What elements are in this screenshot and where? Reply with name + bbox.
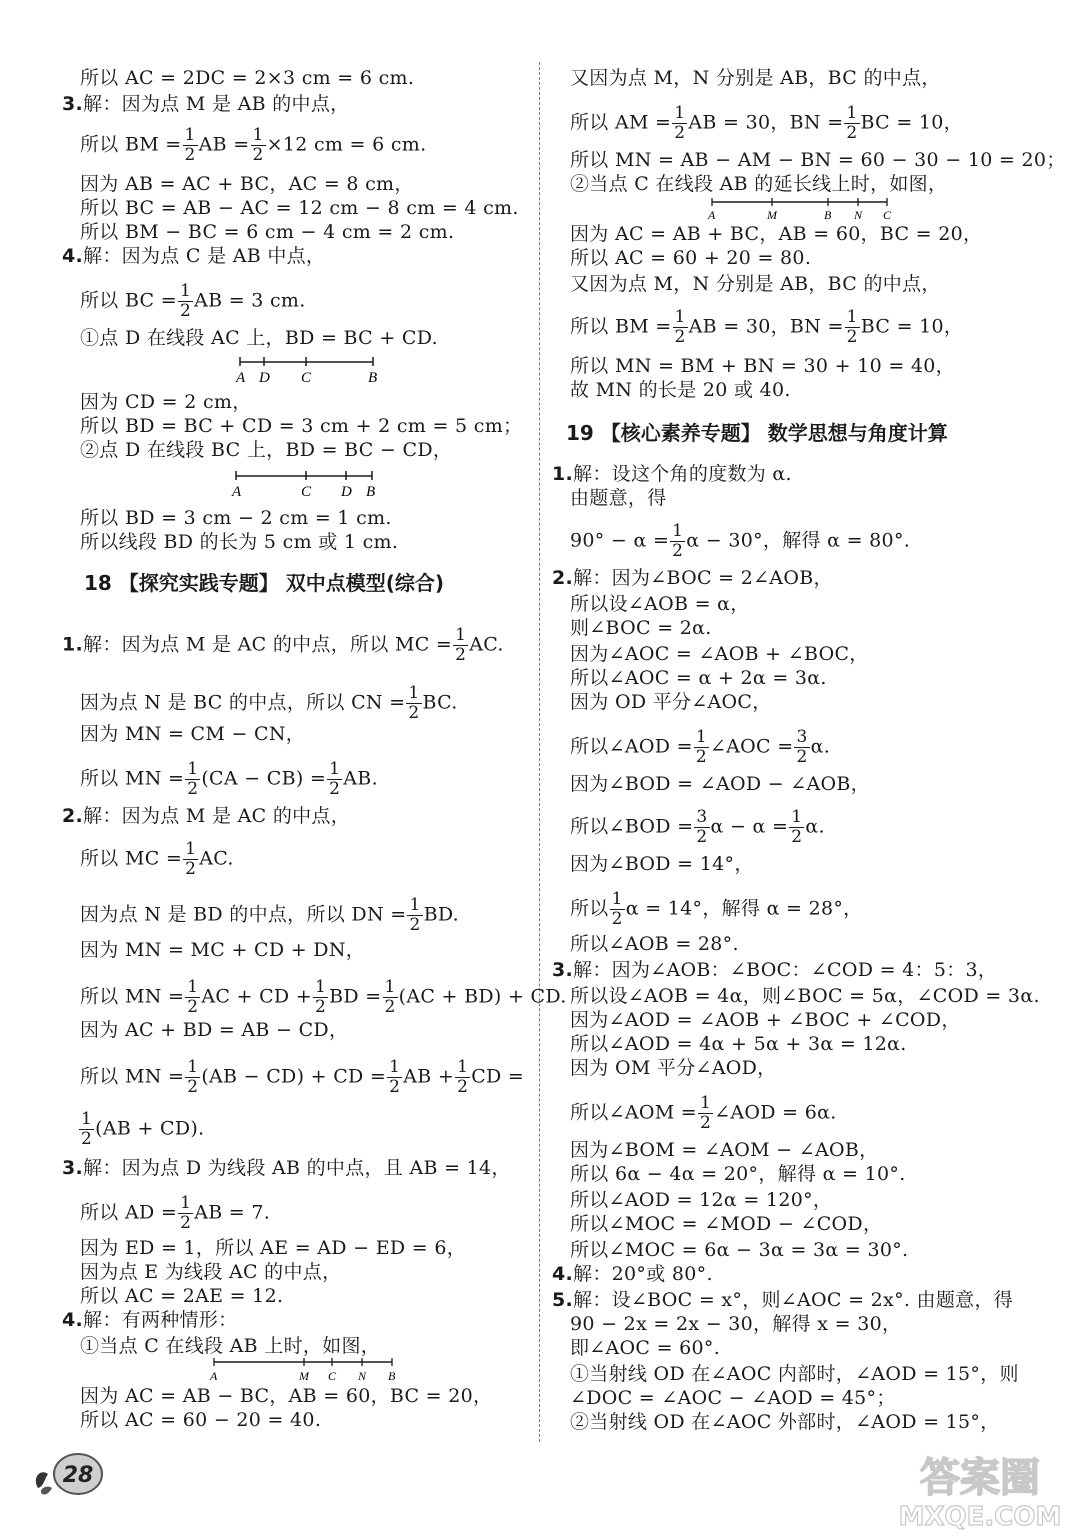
segment-diagram-1 [230, 354, 390, 386]
problem-number: 4. [552, 1263, 574, 1285]
segment-diagram-3 [206, 1356, 406, 1386]
formula-line [570, 728, 830, 767]
text-line: 所以 AC = 60 + 20 = 80. [570, 247, 812, 269]
fraction: $\frac{1}{2}$ [180, 1193, 192, 1233]
text-part: 所以 MC = [80, 847, 183, 870]
text-part: (AB + CD). [95, 1117, 205, 1140]
fraction: $\frac{1}{2}$ [457, 1057, 469, 1097]
text-line: 因为 AC = AB − BC，AB = 60，BC = 20， [80, 1385, 493, 1407]
problem-number: 3. [62, 93, 84, 115]
fraction: $\frac{1}{2}$ [409, 895, 421, 935]
text-line: 所以线段 BD 的长为 5 cm 或 1 cm. [80, 531, 399, 553]
point-label-M: M [299, 1369, 309, 1383]
text-part: ×12 cm = 6 cm. [266, 133, 427, 156]
text-line: 因为 MN = CM − CN， [80, 723, 306, 745]
text-line: ①当射线 OD 在∠AOC 内部时，∠AOD = 15°，则 [570, 1363, 1019, 1385]
page-number-badge [30, 1448, 110, 1500]
point-label-B: B [366, 484, 376, 500]
text-part: α. [810, 735, 831, 758]
text-part: AC + CD + [201, 985, 313, 1008]
text-line: ∠DOC = ∠AOC − ∠AOD = 45°； [570, 1387, 896, 1409]
fraction: $\frac{1}{2}$ [611, 889, 623, 929]
fraction: $\frac{1}{2}$ [674, 307, 686, 347]
problem-number: 5. [552, 1289, 574, 1311]
problem-number: 4. [62, 245, 84, 267]
text-part: AC. [469, 633, 504, 656]
text-part: BC. [422, 691, 458, 714]
fraction: $\frac{1}{2}$ [179, 281, 192, 321]
text-line: 因为点 E 为线段 AC 的中点， [80, 1261, 342, 1283]
text-part: BD = [329, 985, 382, 1008]
text-part: 所以 BC = [80, 289, 177, 312]
segment-diagram-4 [704, 196, 904, 224]
fraction: $\frac{1}{2}$ [185, 839, 197, 879]
text-part: 所以 [570, 897, 609, 920]
formula-line [80, 282, 306, 321]
text-line: 所以 BD = 3 cm − 2 cm = 1 cm. [80, 507, 392, 529]
text-part: AB = [198, 133, 250, 156]
text-line: ①当点 C 在线段 AB 上时，如图， [80, 1335, 381, 1357]
point-label-D: D [341, 484, 352, 500]
formula-line [80, 126, 426, 165]
text-line: 所以 MN = BM + BN = 30 + 10 = 40， [570, 355, 955, 377]
fraction: $\frac{3}{2}$ [696, 807, 708, 847]
fraction: $\frac{1}{2}$ [81, 1109, 93, 1149]
page-number: 28 [62, 1463, 94, 1488]
problem-1 [62, 626, 504, 665]
text-line: 所以∠AOC = α + 2α = 3α. [570, 667, 827, 689]
formula-line [570, 890, 863, 929]
point-label-A: A [210, 1369, 218, 1383]
formula-line [80, 840, 234, 879]
point-label-N: N [854, 208, 863, 222]
text-part: AB + [403, 1065, 455, 1088]
column-divider [539, 62, 540, 1442]
fraction: $\frac{1}{2}$ [187, 977, 199, 1017]
text-line: 所以 6α − 4α = 20°，解得 α = 10°. [570, 1163, 906, 1185]
text-part: 所以∠BOD = [570, 815, 694, 838]
text-line: 解：设∠BOC = x°，则∠AOC = 2x°. 由题意，得 [573, 1289, 1014, 1311]
text-line: 解：设这个角的度数为 α. [573, 463, 792, 485]
formula-line [570, 308, 963, 347]
watermark-text: 答案圈 [920, 1455, 1040, 1501]
problem-number: 3. [62, 1157, 84, 1179]
text-line: 因为 OM 平分∠AOD， [570, 1057, 777, 1079]
text-part: AB. [343, 767, 378, 790]
text-line: 因为∠AOC = ∠AOB + ∠BOC， [570, 643, 869, 665]
text-part: α − α = [710, 815, 789, 838]
problem-3 [552, 958, 997, 982]
watermark [890, 1445, 1070, 1533]
text-part: 90° − α = [570, 529, 670, 552]
point-label-C: C [328, 1369, 337, 1383]
text-line: 因为 AC + BD = AB − CD， [80, 1019, 349, 1041]
text-part: 因为点 N 是 BD 的中点，所以 DN = [80, 903, 407, 926]
problem-5 [552, 1288, 1013, 1312]
text-line: 所以 BD = BC + CD = 3 cm + 2 cm = 5 cm； [80, 415, 523, 437]
fraction: $\frac{1}{2}$ [674, 103, 686, 143]
point-label-B: B [388, 1369, 396, 1383]
problem-number: 2. [62, 805, 84, 827]
text-line: 90 − 2x = 2x − 30，解得 x = 30， [570, 1313, 902, 1335]
text-line: 又因为点 M，N 分别是 AB，BC 的中点， [570, 67, 941, 89]
text-part: ∠AOC = [709, 735, 794, 758]
problem-4 [62, 244, 325, 268]
text-line: 所以 AC = 2AE = 12. [80, 1285, 284, 1307]
text-part: BC = 10， [860, 315, 964, 338]
fraction: $\frac{1}{2}$ [315, 977, 327, 1017]
text-line: ②当射线 OD 在∠AOC 外部时，∠AOD = 15°， [570, 1411, 1000, 1433]
point-label-D: D [259, 370, 270, 386]
problem-number: 3. [552, 959, 574, 981]
fraction: $\frac{1}{2}$ [187, 1057, 199, 1097]
text-line: 解：有两种情形： [83, 1309, 238, 1331]
section-title-18: 18 【探究实践专题】 双中点模型(综合) [84, 571, 445, 595]
formula-line [80, 684, 458, 723]
problem-4 [62, 1308, 237, 1332]
fraction: $\frac{1}{2}$ [455, 625, 467, 665]
text-line: 所以设∠AOB = α， [570, 593, 750, 615]
text-line: 因为 ED = 1，所以 AE = AD − ED = 6， [80, 1237, 467, 1259]
problem-3 [62, 92, 349, 116]
problem-number: 1. [62, 633, 84, 656]
text-line: 所以∠AOD = 12α = 120°， [570, 1189, 833, 1211]
text-part: AB = 7. [194, 1201, 271, 1224]
formula-line [80, 1194, 270, 1233]
formula-line [78, 1110, 204, 1149]
text-part: BD. [423, 903, 460, 926]
fraction: $\frac{1}{2}$ [384, 977, 396, 1017]
problem-number: 4. [62, 1309, 84, 1331]
fraction: $\frac{1}{2}$ [187, 759, 199, 799]
text-part: 所以∠AOM = [570, 1101, 698, 1124]
text-line: 解：20°或 80°. [573, 1263, 713, 1285]
text-part: 所以 AD = [80, 1201, 178, 1224]
text-part: BC = 10， [860, 111, 963, 134]
text-part: α. [805, 815, 825, 838]
text-part: 解：因为点 M 是 AC 的中点，所以 MC = [83, 633, 453, 656]
text-line: 因为 OD 平分∠AOC， [570, 691, 772, 713]
text-part: 所以 BM = [80, 133, 182, 156]
problem-4 [552, 1262, 713, 1286]
text-line: 因为 CD = 2 cm， [80, 391, 252, 413]
text-line: 因为∠BOD = 14°， [570, 853, 754, 875]
text-line: 因为 AC = AB + BC，AB = 60，BC = 20， [570, 223, 983, 245]
problem-1 [552, 462, 792, 486]
fraction: $\frac{1}{2}$ [408, 683, 420, 723]
text-line: 因为∠BOD = ∠AOD − ∠AOB， [570, 773, 870, 795]
text-line: ②当点 C 在线段 AB 的延长线上时，如图， [570, 173, 948, 195]
text-part: (CA − CB) = [201, 767, 327, 790]
section-title-19: 19 【核心素养专题】 数学思想与角度计算 [566, 421, 948, 445]
text-line: 故 MN 的长是 20 或 40. [570, 379, 791, 401]
point-label-N: N [358, 1369, 367, 1383]
problem-3 [62, 1156, 511, 1180]
text-line: 解：因为∠BOC = 2∠AOB， [573, 567, 833, 589]
text-part: (AC + BD) + CD. [398, 985, 567, 1008]
formula-line [570, 522, 910, 561]
leaf-icon [36, 1472, 48, 1488]
fraction: $\frac{1}{2}$ [846, 103, 858, 143]
text-line: 由题意，得 [570, 487, 667, 509]
formula-line [570, 1094, 837, 1133]
text-line: 所以∠MOC = 6α − 3α = 3α = 30°. [570, 1239, 909, 1261]
formula-line [80, 978, 567, 1017]
text-line: 因为∠BOM = ∠AOM − ∠AOB， [570, 1139, 879, 1161]
text-part: 所以 MN = [80, 1065, 185, 1088]
fraction: $\frac{1}{2}$ [184, 125, 196, 165]
text-line: 所以 BM − BC = 6 cm − 4 cm = 2 cm. [80, 221, 455, 243]
text-line: 解：因为点 M 是 AC 的中点， [83, 805, 351, 827]
text-part: AC. [199, 847, 234, 870]
text-part: α = 14°，解得 α = 28°， [625, 897, 863, 920]
point-label-A: A [232, 484, 242, 500]
segment-diagram-2 [226, 468, 386, 500]
text-line: 所以 BC = AB − AC = 12 cm − 8 cm = 4 cm. [80, 197, 519, 219]
problem-2 [62, 804, 350, 828]
text-part: AB = 30，BN = [688, 111, 844, 134]
problem-number: 2. [552, 567, 574, 589]
formula-line [570, 104, 963, 143]
fraction: $\frac{1}{2}$ [252, 125, 264, 165]
fraction: $\frac{1}{2}$ [700, 1093, 712, 1133]
leaf-icon [41, 1487, 52, 1495]
text-line: 所以∠AOB = 28°. [570, 933, 739, 955]
point-label-M: M [767, 208, 777, 222]
text-line: 所以设∠AOB = 4α，则∠BOC = 5α，∠COD = 3α. [570, 985, 1040, 1007]
text-line: ①点 D 在线段 AC 上，BD = BC + CD. [80, 327, 438, 349]
point-label-A: A [708, 208, 716, 222]
formula-line [570, 808, 825, 847]
text-line: 所以∠MOC = ∠MOD − ∠COD， [570, 1213, 883, 1235]
point-label-B: B [824, 208, 832, 222]
fraction: $\frac{1}{2}$ [329, 759, 341, 799]
point-label-C: C [301, 484, 312, 500]
text-part: (AB − CD) + CD = [201, 1065, 387, 1088]
text-part: 因为点 N 是 BC 的中点，所以 CN = [80, 691, 406, 714]
formula-line [80, 760, 378, 799]
text-line: ②点 D 在线段 BC 上，BD = BC − CD， [80, 439, 453, 461]
fraction: $\frac{1}{2}$ [791, 807, 803, 847]
text-line: 解：因为点 M 是 AB 的中点， [83, 93, 350, 115]
text-part: ∠AOD = 6α. [714, 1101, 837, 1124]
formula-line [80, 1058, 524, 1097]
text-part: α − 30°，解得 α = 80°. [686, 529, 911, 552]
fraction: $\frac{3}{2}$ [796, 727, 808, 767]
text-part: 所以∠AOD = [570, 735, 693, 758]
text-line: 所以 AC = 60 − 20 = 40. [80, 1409, 322, 1431]
text-line: 所以 AC = 2DC = 2×3 cm = 6 cm. [80, 67, 415, 89]
text-line: 因为 MN = MC + CD + DN， [80, 939, 366, 961]
text-part: 所以 AM = [570, 111, 672, 134]
text-line: 解：因为点 C 是 AB 中点， [83, 245, 326, 267]
text-part: 所以 MN = [80, 985, 185, 1008]
text-line: 所以∠AOD = 4α + 5α + 3α = 12α. [570, 1033, 907, 1055]
text-part: 所以 MN = [80, 767, 185, 790]
text-line: 又因为点 M，N 分别是 AB，BC 的中点， [570, 273, 941, 295]
formula-line [80, 896, 459, 935]
fraction: $\frac{1}{2}$ [389, 1057, 401, 1097]
text-line: 解：因为点 D 为线段 AB 的中点，且 AB = 14， [83, 1157, 511, 1179]
text-line: 则∠BOC = 2α. [570, 617, 712, 639]
text-line: 所以 MN = AB − AM − BN = 60 − 30 − 10 = 20； [570, 149, 1066, 171]
problem-number: 1. [552, 463, 574, 485]
text-part: CD = [471, 1065, 525, 1088]
text-part: AB = 3 cm. [194, 289, 306, 312]
watermark-url: MXQE.COM [898, 1502, 1062, 1532]
point-label-C: C [301, 370, 312, 386]
text-part: 所以 BM = [570, 315, 672, 338]
text-part: AB = 30，BN = [688, 315, 844, 338]
text-line: 即∠AOC = 60°. [570, 1337, 721, 1359]
text-line: 因为 AB = AC + BC，AC = 8 cm， [80, 173, 414, 195]
point-label-B: B [368, 370, 378, 386]
point-label-C: C [883, 208, 892, 222]
point-label-A: A [236, 370, 246, 386]
fraction: $\frac{1}{2}$ [695, 727, 707, 767]
problem-2 [552, 566, 833, 590]
text-line: 解：因为∠AOB：∠BOC：∠COD = 4：5：3， [573, 959, 998, 981]
fraction: $\frac{1}{2}$ [846, 307, 858, 347]
fraction: $\frac{1}{2}$ [672, 521, 684, 561]
text-line: 因为∠AOD = ∠AOB + ∠BOC + ∠COD， [570, 1009, 961, 1031]
